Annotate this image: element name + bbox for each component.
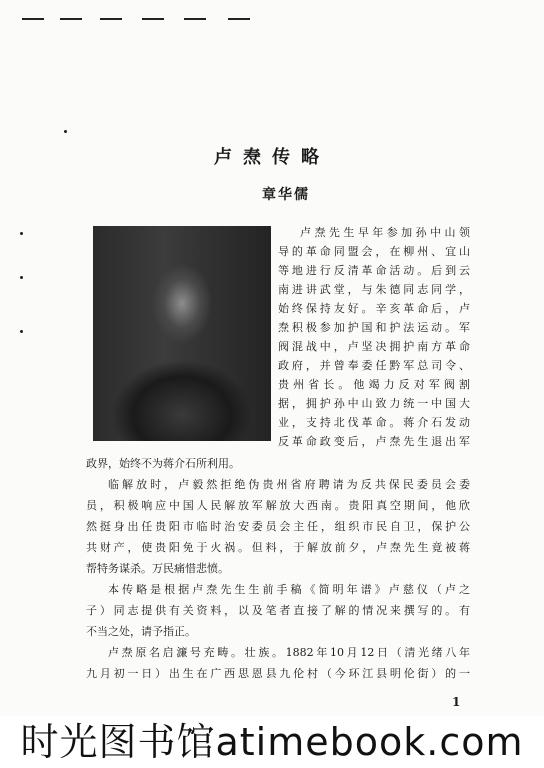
text-line: 南进讲武堂，与朱德同志同学，: [278, 283, 470, 296]
header-dash: [22, 18, 44, 20]
text-line: 政界，始终不为蒋介石所利用。: [86, 457, 240, 470]
text-line: 临解放时，卢毅然拒绝伪贵州省府聘请为反共保民委员会委: [108, 478, 470, 491]
text-line: 焘积极参加护国和护法运动。军: [278, 321, 470, 334]
portrait-photo: [93, 226, 271, 441]
page-number: 1: [452, 695, 461, 709]
text-line: 贵州省长。他竭力反对军阀割: [278, 378, 470, 391]
scan-speck: [20, 330, 23, 333]
article-author: 章华儒: [262, 187, 310, 203]
scan-speck: [20, 232, 23, 235]
header-dash: [228, 18, 250, 20]
text-line: 子）同志提供有关资料，以及笔者直接了解的情况来撰写的。有: [86, 604, 470, 617]
scan-speck: [64, 130, 67, 133]
text-line: 卢焘原名启濂号充畴。壮族。1882年10月12日（清光绪八年: [108, 646, 470, 659]
text-line: 阀混战中，卢坚决拥护南方革命: [278, 340, 470, 353]
text-line: 九月初一日）出生在广西思恩县九伦村（今环江县明伦街）的一: [86, 667, 470, 680]
watermark-text: 时光图书馆atimebook.com: [0, 716, 544, 768]
text-line: 反革命政变后，卢焘先生退出军: [278, 435, 470, 448]
text-line: 然挺身出任贵阳市临时治安委员会主任，组织市民自卫，保护公: [86, 520, 470, 533]
text-line: 导的革命同盟会，在柳州、宜山: [278, 245, 470, 258]
header-dash: [100, 18, 122, 20]
text-line: 业，支持北伐革命。蒋介石发动: [278, 416, 470, 429]
text-line: 共财产，使贵阳免于火祸。但料，于解放前夕，卢焘先生竟被蒋: [86, 541, 470, 554]
article-title: 卢焘传略: [214, 147, 330, 168]
text-line: 不当之处，请予指正。: [86, 625, 196, 638]
header-dash: [184, 18, 206, 20]
text-line: 等地进行反清革命活动。后到云: [278, 264, 470, 277]
text-line: 本传略是根据卢焘先生生前手稿《简明年谱》卢慈仪（卢之: [108, 583, 470, 596]
text-line: 始终保持友好。辛亥革命后，卢: [278, 302, 470, 315]
text-line: 卢焘先生早年参加孙中山领: [300, 226, 470, 239]
text-line: 员，积极响应中国人民解放军解放大西南。贵阳真空期间，他欣: [86, 499, 470, 512]
scan-speck: [20, 276, 23, 279]
text-line: 帮特务谋杀。万民痛惜悲愤。: [86, 562, 229, 575]
text-line: 据，拥护孙中山致力统一中国大: [278, 397, 470, 410]
text-line: 政府，并曾奉委任黔军总司令、: [278, 359, 470, 372]
header-dash: [60, 18, 82, 20]
header-dash: [142, 18, 164, 20]
